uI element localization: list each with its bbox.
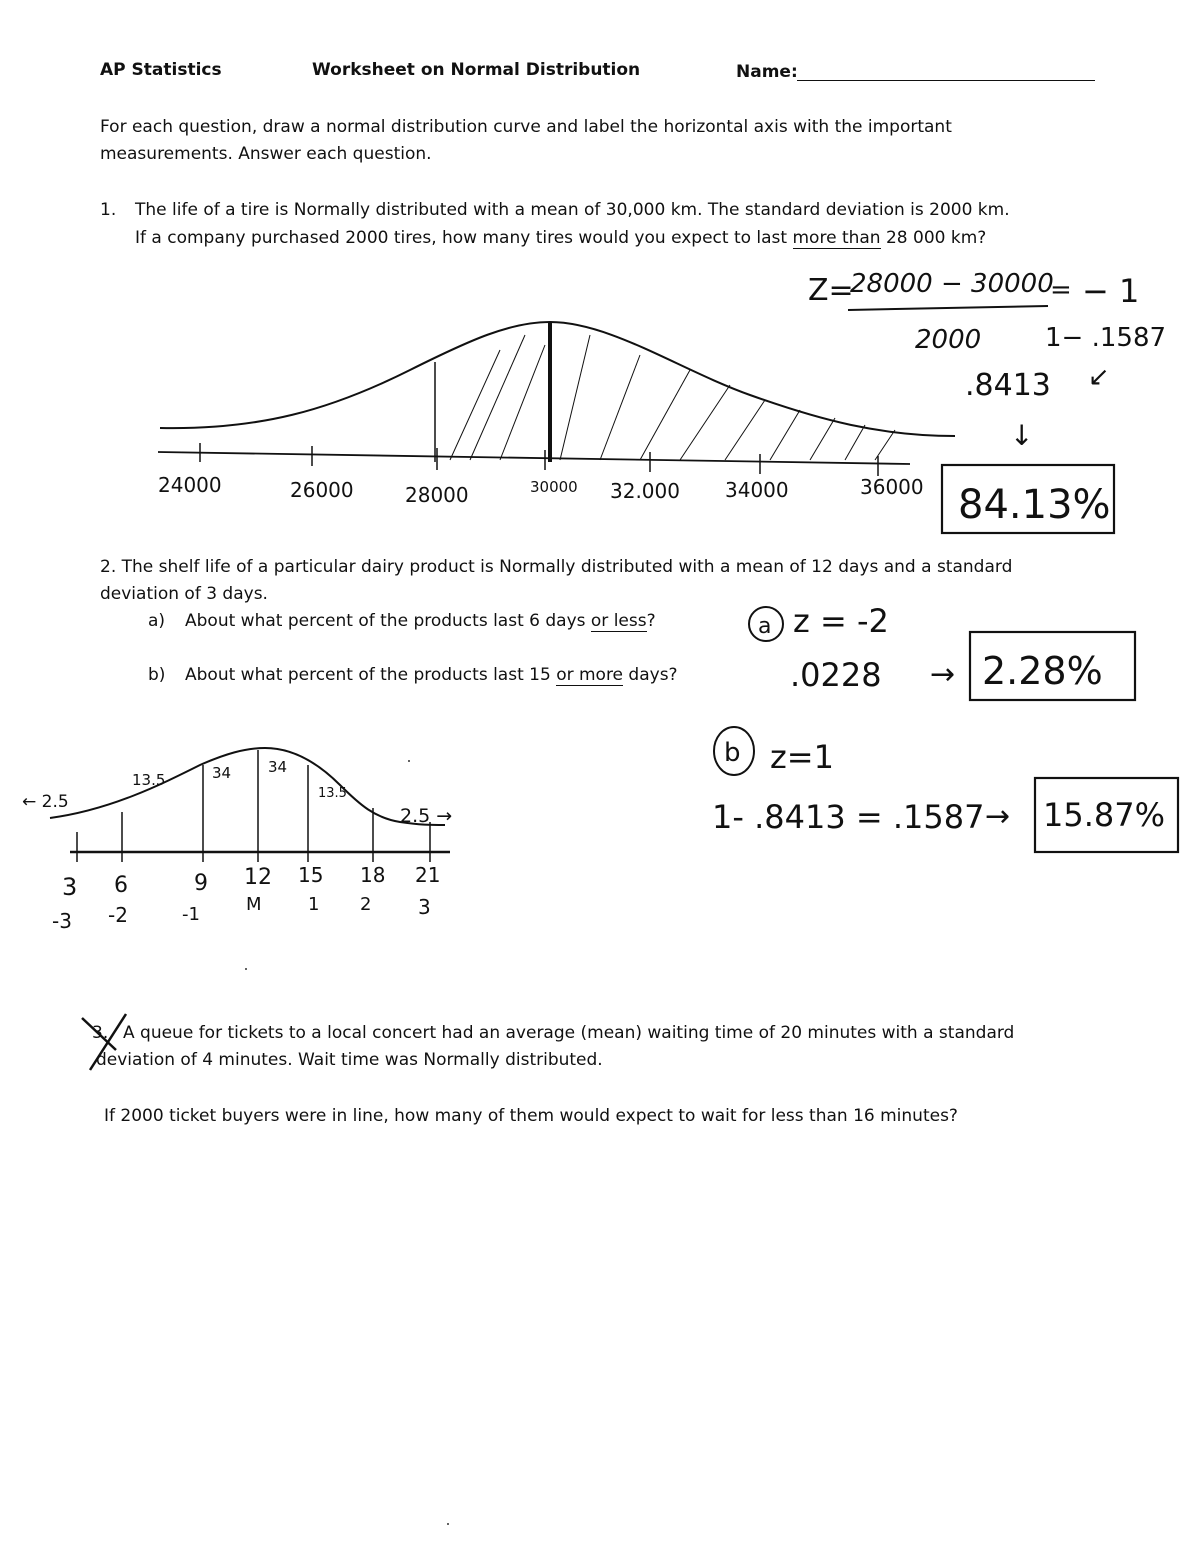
q1-answer: 84.13% [958,482,1111,528]
q1-complement: 1− .1587 [1045,323,1167,353]
q2a-answer: 2.28% [982,649,1103,693]
q2-normal-curve [50,748,445,825]
q1-axis-ticks [200,443,878,476]
stray-mark [408,760,410,762]
q2a-z: z = -2 [793,602,889,640]
q2a-arrow-icon: → [930,657,956,692]
instructions-line-2: measurements. Answer each question. [100,144,432,164]
q2-percent-34-right: 34 [268,758,288,776]
q2b-calculation: 1- .8413 = .1587 [712,798,985,836]
q3-number: 3. [92,1023,109,1043]
q2a-text: About what percent of the products last 6 days or less? [185,611,656,631]
q2-intro-line-1: 2. The shelf life of a particular dairy product is Normally distributed with a mean of 12 days and a standard [100,557,1013,577]
q1-z-label: Z= [808,273,854,308]
q2-z-mean: M [246,894,262,915]
q2-percent-13-5-right: 13.5 [318,786,347,801]
q1-normal-curve [160,322,955,436]
q1-line-2: If a company purchased 2000 tires, how many tires would you expect to last more than 28 000 km? [135,228,987,248]
q1-z-denominator: 2000 [915,325,982,355]
q3-line-1: A queue for tickets to a local concert had an average (mean) waiting time of 20 minutes with a standard [123,1023,1015,1043]
q2a-circle-letter: a [758,614,772,639]
q1-z-equals: = [1050,275,1072,305]
q1-axis-label-24000: 24000 [158,473,222,497]
q1-fraction-bar [848,306,1048,310]
q1-down-arrow-icon: ↓ [1010,419,1034,452]
q2-percent-right-tail: 2.5 → [400,805,453,827]
q1-shaded-area [450,335,895,460]
q2-percent-13-5-left: 13.5 [132,771,166,789]
course-name: AP Statistics [100,60,222,80]
q2-intro-line-2: deviation of 3 days. [100,584,268,604]
q2-handwritten-work [0,560,1200,960]
worksheet-title: Worksheet on Normal Distribution [312,60,641,80]
q2-vertical-lines [77,750,430,862]
name-label: Name: [736,62,798,82]
stray-mark [245,968,247,970]
q2-percent-left-tail: ← 2.5 [22,792,69,812]
q2a-label: a) [148,611,166,631]
stray-mark [447,1523,449,1525]
q3-question: If 2000 ticket buyers were in line, how many of them would expect to wait for less than 16 minutes? [104,1106,958,1126]
q2-z-pos1: 1 [308,894,320,915]
q2-value-18: 18 [360,863,386,887]
q2b-circle-letter: b [724,738,741,768]
q1-line-1: The life of a tire is Normally distributed with a mean of 30,000 km. The standard deviation is 2000 km. [135,200,1010,220]
q2a-probability: .0228 [790,656,882,694]
q1-axis-label-26000: 26000 [290,478,354,502]
q1-axis-label-28000: 28000 [405,483,469,507]
q2-z-neg1: -1 [182,904,200,925]
q1-probability: .8413 [965,368,1051,403]
q1-z-numerator: 28000 − 30000 [850,269,1054,299]
q1-number: 1. [100,200,117,220]
q2b-answer: 15.87% [1043,796,1166,834]
q2b-text: About what percent of the products last 15 or more days? [185,665,678,685]
q2-value-3: 3 [62,873,78,901]
q2-z-pos3: 3 [418,895,431,919]
q2-percent-34-left: 34 [212,764,232,782]
q2b-arrow-icon: → [985,799,1011,834]
q2-z-neg3: -3 [52,909,72,933]
q2-value-12: 12 [244,865,272,890]
q1-axis-label-36000: 36000 [860,475,924,499]
q3-line-2: deviation of 4 minutes. Wait time was Normally distributed. [96,1050,603,1070]
q1-handwritten-work [0,0,1200,560]
q2-value-9: 9 [194,871,208,896]
q1-horizontal-axis [158,452,910,464]
q2-z-pos2: 2 [360,894,372,915]
q1-arrow-icon: ↙ [1088,362,1110,392]
q2-value-15: 15 [298,863,324,887]
q2-value-6: 6 [114,873,128,898]
q2b-label: b) [148,665,166,685]
instructions-line-1: For each question, draw a normal distribution curve and label the horizontal axis with the important [100,117,952,137]
q2b-z: z=1 [770,738,834,776]
q1-axis-label-32000: 32.000 [610,479,680,503]
q2-value-21: 21 [415,863,441,887]
q1-axis-label-30000: 30000 [530,478,578,496]
q1-z-result: − 1 [1082,272,1140,310]
q1-axis-label-34000: 34000 [725,478,789,502]
q2-z-neg2: -2 [108,903,128,927]
